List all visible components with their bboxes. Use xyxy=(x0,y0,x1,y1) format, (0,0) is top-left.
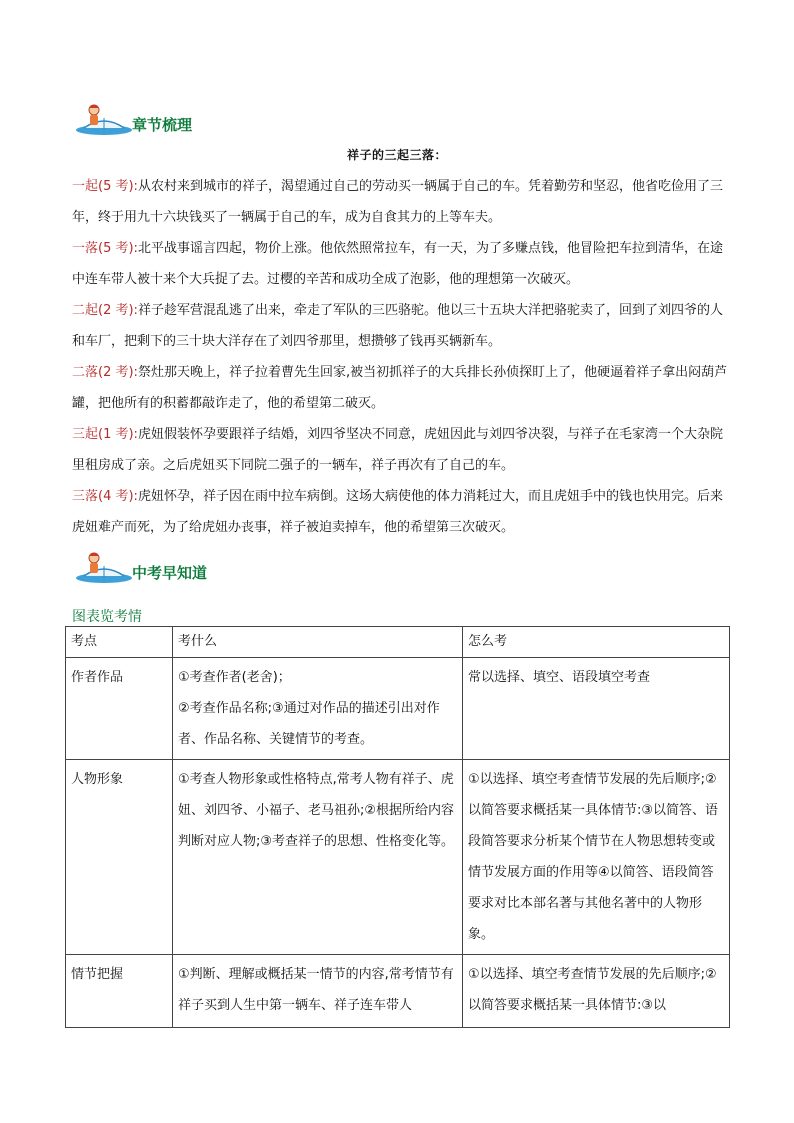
exam-what-cell xyxy=(173,658,463,760)
table-caption: 图表览考情 xyxy=(72,609,142,625)
stage-text: 祭灶那天晚上，祥子拉着曹先生回家,被当初抓祥子的大兵排长孙侦探盯上了，他硬逼着祥子拿出闷葫芦罐，把他所有的积蓄都敲诈走了，他的希望第二破灭。 xyxy=(72,365,728,411)
column-header: 考什么 xyxy=(173,627,463,658)
stage-paragraph xyxy=(72,233,732,295)
stage-text: 虎妞怀孕，祥子因在雨中拉车病倒。这场大病使他的体力消耗过大，而且虎妞手中的钱也快用完。后来虎妞难产而死，为了给虎妞办丧事，祥子被迫卖掉车，他的希望第三次破灭。 xyxy=(72,489,723,535)
cell-line: ②考查作品名称;③通过对作品的描述引出对作者、作品名称、关键情节的考查。 xyxy=(178,701,440,747)
document-title: 祥子的三起三落： xyxy=(346,148,447,162)
table-row xyxy=(66,955,730,1028)
stage-label: 二落(2 考): xyxy=(72,365,138,380)
stage-text: 祥子趁军营混乱逃了出来，牵走了军队的三匹骆驼。他以三十五块大洋把骆驼卖了，回到了刘四爷的人和车厂，把剩下的三十块大洋存在了刘四爷那里，想攒够了钱再买辆新车。 xyxy=(72,303,723,349)
section-title: 章节梳理 xyxy=(132,116,193,134)
stage-label: 三落(4 考): xyxy=(72,489,138,504)
stage-label: 二起(2 考): xyxy=(72,303,138,318)
exam-point-cell xyxy=(66,955,173,1028)
stage-text: 北平战事谣言四起，物价上涨。他依然照常拉车，有一天，为了多赚点钱，他冒险把车拉到清华，在途中连车带人被十来个大兵捉了去。过樱的辛苦和成功全成了泡影，他的理想第一次破灭。 xyxy=(72,241,723,287)
stage-label: 一落(5 考): xyxy=(72,241,138,256)
section-header-exam-preview xyxy=(74,548,274,588)
reading-child-book-icon xyxy=(74,100,134,136)
reading-child-book-icon xyxy=(74,548,134,584)
cell-line: 情节把握 xyxy=(71,967,124,982)
stage-label: 三起(1 考): xyxy=(72,427,138,442)
stage-paragraph xyxy=(72,481,732,543)
cell-line: ①考查作者(老舍)； xyxy=(178,670,291,685)
exam-what-cell xyxy=(173,760,463,955)
column-header: 考点 xyxy=(66,627,173,658)
table-row xyxy=(66,658,730,760)
exam-what-cell xyxy=(173,955,463,1028)
exam-analysis-table xyxy=(65,626,730,1028)
exam-point-cell: 作者作品 xyxy=(66,658,173,760)
cell-line: ①考查人物形象或性格特点,常考人物有祥子、虎妞、刘四爷、小福子、老马祖孙;②根据所给内容判断对应人物;③考查祥子的思想、性格变化等。 xyxy=(178,772,455,849)
stage-paragraph xyxy=(72,295,732,357)
table-row xyxy=(66,760,730,955)
exam-how-cell: ①以选择、填空考查情节发展的先后顺序;②以简答要求概括某一具体情节:③以简答、语段简答要求分析某个情节在人物思想转变或情节发展方面的作用等④以简答、语段简答要求对比本部名著与其他名著中的人物形象。 xyxy=(463,760,730,955)
stage-text: 虎妞假装怀孕要跟祥子结婚，刘四爷坚决不同意，虎妞因此与刘四爷决裂，与祥子在毛家湾一个大杂院里租房成了亲。之后虎妞买下同院二强子的一辆车，祥子再次有了自己的车。 xyxy=(72,427,723,473)
cell-line: ①判断、理解或概括某一情节的内容,常考情节有祥子买到人生中第一辆车、祥子连车带人 xyxy=(178,967,454,1013)
column-header: 怎么考 xyxy=(463,627,730,658)
section-title: 中考早知道 xyxy=(132,564,208,582)
exam-point-cell: 人物形象 xyxy=(66,760,173,955)
stage-text: 从农村来到城市的祥子，渴望通过自己的劳动买一辆属于自己的车。凭着勤劳和坚忍，他省吃俭用了三年，终于用九十六块钱买了一辆属于自己的车，成为自食其力的上等车夫。 xyxy=(72,179,723,225)
table-header-row xyxy=(66,627,730,658)
exam-how-cell: 常以选择、填空、语段填空考查 xyxy=(463,658,730,760)
stage-paragraph xyxy=(72,419,732,481)
stage-paragraph xyxy=(72,357,732,419)
stage-label: 一起(5 考): xyxy=(72,179,138,194)
exam-how-cell xyxy=(463,955,730,1028)
stage-paragraph xyxy=(72,171,732,233)
cell-line: ①以选择、填空考查情节发展的先后顺序;②以简答要求概括某一具体情节:③以 xyxy=(468,967,717,1013)
section-header-chapter-review xyxy=(74,100,274,140)
